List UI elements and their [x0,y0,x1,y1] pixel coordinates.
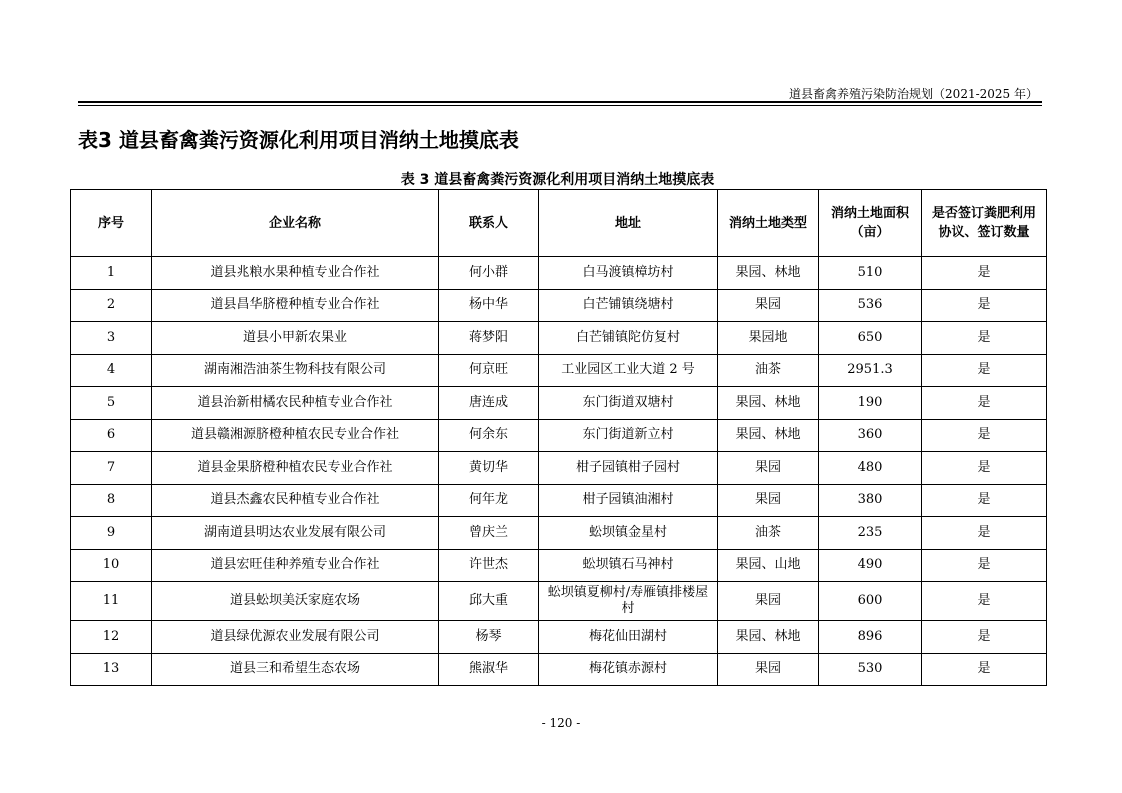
cell-land-area: 600 [819,582,922,621]
cell-company: 湖南道县明达农业发展有限公司 [152,517,439,550]
cell-company: 道县绿优源农业发展有限公司 [152,621,439,654]
cell-index: 1 [71,257,152,290]
cell-land-area: 650 [819,322,922,355]
cell-agreement: 是 [922,257,1047,290]
table-row [71,354,1047,387]
cell-land-type: 果园 [718,653,819,686]
cell-land-type: 果园、林地 [718,387,819,420]
cell-land-type: 果园、山地 [718,549,819,582]
header-rule-thick [78,101,1042,103]
table-row [71,387,1047,420]
header-cell-contact: 联系人 [439,190,539,257]
cell-agreement: 是 [922,549,1047,582]
cell-land-type: 果园 [718,289,819,322]
cell-address: 白芒铺镇陀仿复村 [539,322,718,355]
table-row [71,653,1047,686]
cell-agreement: 是 [922,621,1047,654]
cell-land-type: 果园 [718,452,819,485]
cell-land-type: 油茶 [718,517,819,550]
cell-company: 道县三和希望生态农场 [152,653,439,686]
cell-company: 道县赣湘源脐橙种植农民专业合作社 [152,419,439,452]
cell-land-area: 360 [819,419,922,452]
cell-address: 梅花仙田湖村 [539,621,718,654]
cell-agreement: 是 [922,582,1047,621]
cell-company: 道县昌华脐橙种植专业合作社 [152,289,439,322]
cell-land-area: 530 [819,653,922,686]
cell-agreement: 是 [922,452,1047,485]
table-row [71,484,1047,517]
cell-land-area: 480 [819,452,922,485]
table-body [71,257,1047,686]
table-header-row [71,190,1047,257]
header-cell-agreement: 是否签订粪肥利用协议、签订数量 [922,190,1047,257]
cell-company: 道县杰鑫农民种植专业合作社 [152,484,439,517]
running-header: 道县畜禽养殖污染防治规划（2021-2025 年） [789,87,1038,101]
header-cell-land-type: 消纳土地类型 [718,190,819,257]
cell-index: 2 [71,289,152,322]
cell-contact: 杨中华 [439,289,539,322]
cell-company: 道县宏旺佳种养殖专业合作社 [152,549,439,582]
cell-address: 柑子园镇油湘村 [539,484,718,517]
cell-land-type: 果园 [718,582,819,621]
cell-index: 11 [71,582,152,621]
cell-address: 梅花镇赤源村 [539,653,718,686]
cell-contact: 曾庆兰 [439,517,539,550]
cell-agreement: 是 [922,517,1047,550]
cell-land-type: 果园、林地 [718,419,819,452]
cell-contact: 许世杰 [439,549,539,582]
header-cell-company: 企业名称 [152,190,439,257]
cell-land-area: 510 [819,257,922,290]
cell-company: 道县治新柑橘农民种植专业合作社 [152,387,439,420]
cell-contact: 何余东 [439,419,539,452]
cell-index: 7 [71,452,152,485]
land-survey-table [70,189,1047,686]
cell-index: 5 [71,387,152,420]
cell-land-area: 2951.3 [819,354,922,387]
cell-index: 6 [71,419,152,452]
page-number: - 120 - [541,716,581,730]
cell-contact: 熊淑华 [439,653,539,686]
header-rule-thin [78,105,1042,106]
cell-land-type: 果园 [718,484,819,517]
cell-address: 蚣坝镇夏柳村/寿雁镇排楼屋村 [539,582,718,621]
cell-contact: 黄切华 [439,452,539,485]
table-caption: 表 3 道县畜禽粪污资源化利用项目消纳土地摸底表 [400,172,715,188]
cell-index: 9 [71,517,152,550]
table-row [71,582,1047,621]
cell-land-type: 果园、林地 [718,621,819,654]
cell-index: 12 [71,621,152,654]
cell-company: 道县小甲新农果业 [152,322,439,355]
header-cell-land-area: 消纳土地面积（亩） [819,190,922,257]
table-row [71,289,1047,322]
cell-agreement: 是 [922,354,1047,387]
cell-land-area: 380 [819,484,922,517]
cell-contact: 何京旺 [439,354,539,387]
cell-index: 3 [71,322,152,355]
cell-agreement: 是 [922,387,1047,420]
cell-agreement: 是 [922,653,1047,686]
cell-agreement: 是 [922,419,1047,452]
cell-agreement: 是 [922,322,1047,355]
cell-address: 柑子园镇柑子园村 [539,452,718,485]
table-row [71,322,1047,355]
table-row [71,549,1047,582]
cell-land-area: 190 [819,387,922,420]
cell-land-area: 896 [819,621,922,654]
cell-address: 白马渡镇樟坊村 [539,257,718,290]
table-row [71,517,1047,550]
cell-contact: 何小群 [439,257,539,290]
cell-agreement: 是 [922,484,1047,517]
cell-contact: 蒋梦阳 [439,322,539,355]
cell-address: 蚣坝镇金星村 [539,517,718,550]
cell-contact: 邱大重 [439,582,539,621]
cell-address: 白芒铺镇绕塘村 [539,289,718,322]
cell-company: 道县兆粮水果种植专业合作社 [152,257,439,290]
cell-land-type: 果园地 [718,322,819,355]
cell-address: 东门街道新立村 [539,419,718,452]
cell-company: 道县蚣坝美沃家庭农场 [152,582,439,621]
cell-land-area: 536 [819,289,922,322]
section-title: 表3 道县畜禽粪污资源化利用项目消纳土地摸底表 [78,128,519,152]
header-cell-index: 序号 [71,190,152,257]
cell-index: 4 [71,354,152,387]
cell-index: 8 [71,484,152,517]
cell-contact: 唐连成 [439,387,539,420]
cell-contact: 何年龙 [439,484,539,517]
cell-address: 工业园区工业大道 2 号 [539,354,718,387]
cell-land-type: 油茶 [718,354,819,387]
cell-company: 道县金果脐橙种植农民专业合作社 [152,452,439,485]
table-row [71,621,1047,654]
table-row [71,419,1047,452]
cell-land-area: 235 [819,517,922,550]
table-row [71,257,1047,290]
table-row [71,452,1047,485]
cell-company: 湖南湘浩油茶生物科技有限公司 [152,354,439,387]
cell-land-type: 果园、林地 [718,257,819,290]
cell-contact: 杨琴 [439,621,539,654]
cell-agreement: 是 [922,289,1047,322]
cell-land-area: 490 [819,549,922,582]
cell-index: 10 [71,549,152,582]
cell-index: 13 [71,653,152,686]
cell-address: 东门街道双塘村 [539,387,718,420]
header-cell-address: 地址 [539,190,718,257]
cell-address: 蚣坝镇石马神村 [539,549,718,582]
